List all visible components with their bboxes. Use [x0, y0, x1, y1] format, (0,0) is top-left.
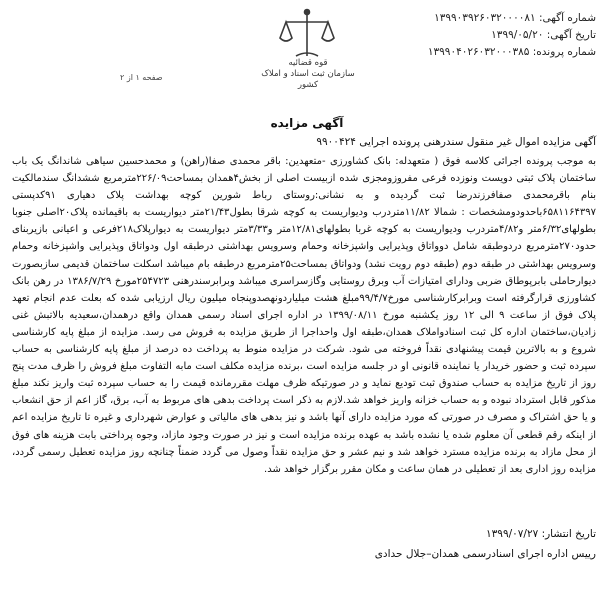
notice-date: ۱۳۹۹/۰۵/۲۰ — [491, 29, 544, 41]
notice-number-row — [428, 10, 596, 27]
organization-line1: قوه قضائیه — [288, 58, 328, 68]
page-title: آگهی مزایده — [270, 116, 344, 130]
publish-date: ۱۳۹۹/۰۷/۲۷ — [486, 528, 539, 540]
publish-date-line — [486, 528, 596, 540]
notice-body-text: به موجب پرونده اجرائی کلاسه فوق ( متعهدله: بانک کشاورزی -متعهدین: باقر محمدی صفا(راهن) و محمدحسین سیاهی شاندانگ یک باب ساختمان پلاک ثبتی دویست ونوزده فرعی مفروزومجزی شده ازبیست اصلی از بخش۴همدان بمساحت۲۲۶/۰۹مترمربع ششدانگ سندمالکیت بنام باقرمحمدی صفافرزندرضا ثبت گردیده و به نشانی:روستای رباط شورین کوچه بهداشت پلاک دهیاری ۹۱کدپستی ۶۵۸۱۱۶۴۳۹۷باحدودومشخصات : شمالا ۱۱/۸۲متردرب ودیواریست به کوچه شرقا بطول۲۱/۴۳متر دیواریست به باقیمانده پلاک۲۰اصلی جنوبا بطولهای۶/۳۲متر و۴/۸۲متردرب ودیواریست به کوچه غربا بطولهای۱۲/۸۱متر و۳/۳۳متر دیواریست به دیوارپلاک۲۱۸فرعی و اعیانی بازیربنای حدود۲۷۰مترمربع دردوطبقه شامل دوواتاق وپذیرایی واشپزخانه وحمام وسرویس بهداشتی درطبقه اول ودواتاق وپذیرایی واشپزخانه وحمام وسرویس بهداشتی در طبقه دوم (طبقه دوم رویت نشد) ودواتاق بمساحت۲۵مترمربع درطبقه بام میباشد اسکلت ساختمان قدیمی سازبصورت دیوارحاملی بابرپوطاق ضربی ودارای امتیازات آب وبرق روستایی وگازسراسری میباشد وبرابرسندرهنی ۲۵۴۷۲۳مورخ ۱۳۸۶/۷/۲۹ در رهن بانک کشاورزی قرارگرفته است وبرابرکارشناسی مورخ۹۹/۴/۷مبلغ هشت میلیاردونهصدوپنجاه میلیون ریال ارزیابی شده که بعلت عدم انجام تعهد پلاک فوق از ساعت ۹ الی ۱۲ روز یکشنبه مورخ ۱۳۹۹/۰۸/۱۱ در اداره اجرای اسناد رسمی همدان واقع درهمدان،سعیدیه بالاتبش غنی زادیان،ساختمان اداره کل ثبت اسنادواملاک همدان،طبقه اول واحداجرا از طریق مزایده به فروش می رسد. مزایده از مبلغ پایه کارشناسی شروع و به بالاترین قیمت پیشنهادی نقداً فروخته می شود. شرکت در مزایده منوط به پرداخت ده درصد از مبلغ پایه کارشناسی به حساب سپرده ثبت و حضور خریدار یا نماینده قانونی او در جلسه مزایده است ،برنده مزایده مکلف است مابه التفاوت مبلغ فروش را ظرف مدت پنج روز از تاریخ مزایده به حساب صندوق ثبت تودیع نماید و در صورتیکه ظرف مهلت مقررمانده قیمت را به حساب سپرده ثبت واریز نکند مبلغ مذکور قابل استرداد نبوده و به حساب خزانه واریز خواهد شد.لازم به ذکر است پرداخت بدهی های مربوط به آب، برق، گاز اعم از حق انشعاب و یا حق اشتراک و مصرف در صورتی که مورد مزایده دارای آنها باشد و نیز بدهی های مالیاتی و عوارض شهرداری و غیره تا تاریخ مزایده اعم از اینکه رقم قطعی آن معلوم شده یا نشده باشد به عهده برنده مزایده است و نیز در صورت وجود مازاد، وجوه پرداختی بابت هزینه های فوق از محل مازاد به برنده مزایده مسترد خواهد شد و نیم عشر و حق مزایده نقداً وصول می گردد ضمناً چنانچه روز مزایده تعطیل رسمی گردد، مزایده روز اداری بعد از تعطیلی در همان ساعت و مکان مقرر برگزار خواهد شد. — [12, 156, 597, 475]
page-indicator: صفحه ۱ از ۲ — [120, 73, 163, 82]
notice-date-row — [428, 27, 596, 44]
notice-number: ۱۳۹۹۰۳۹۲۶۰۳۲۰۰۰۰۸۱ — [434, 12, 536, 24]
notice-date-label: تاریخ آگهی: — [546, 29, 596, 41]
organization-line2: سازمان ثبت اسناد و املاک کشور — [261, 69, 355, 90]
case-number-label: شماره پرونده: — [532, 46, 596, 58]
case-number-row — [428, 44, 596, 61]
notice-subtitle: آگهی مزایده اموال غیر منقول سندرهنی پرونده اجرایی ۹۹۰۰۴۲۴ — [316, 136, 596, 148]
signature-line: رییس اداره اجرای اسنادرسمی همدان–جلال حدادی — [374, 548, 596, 560]
notice-number-label: شماره آگهی: — [538, 12, 596, 24]
notice-body — [12, 153, 596, 478]
header-meta — [428, 10, 596, 61]
case-number: ۱۳۹۹۰۴۰۲۶۰۳۲۰۰۰۳۸۵ — [427, 46, 530, 58]
publish-date-label: تاریخ انتشار: — [541, 528, 596, 540]
organization-name — [250, 58, 366, 91]
